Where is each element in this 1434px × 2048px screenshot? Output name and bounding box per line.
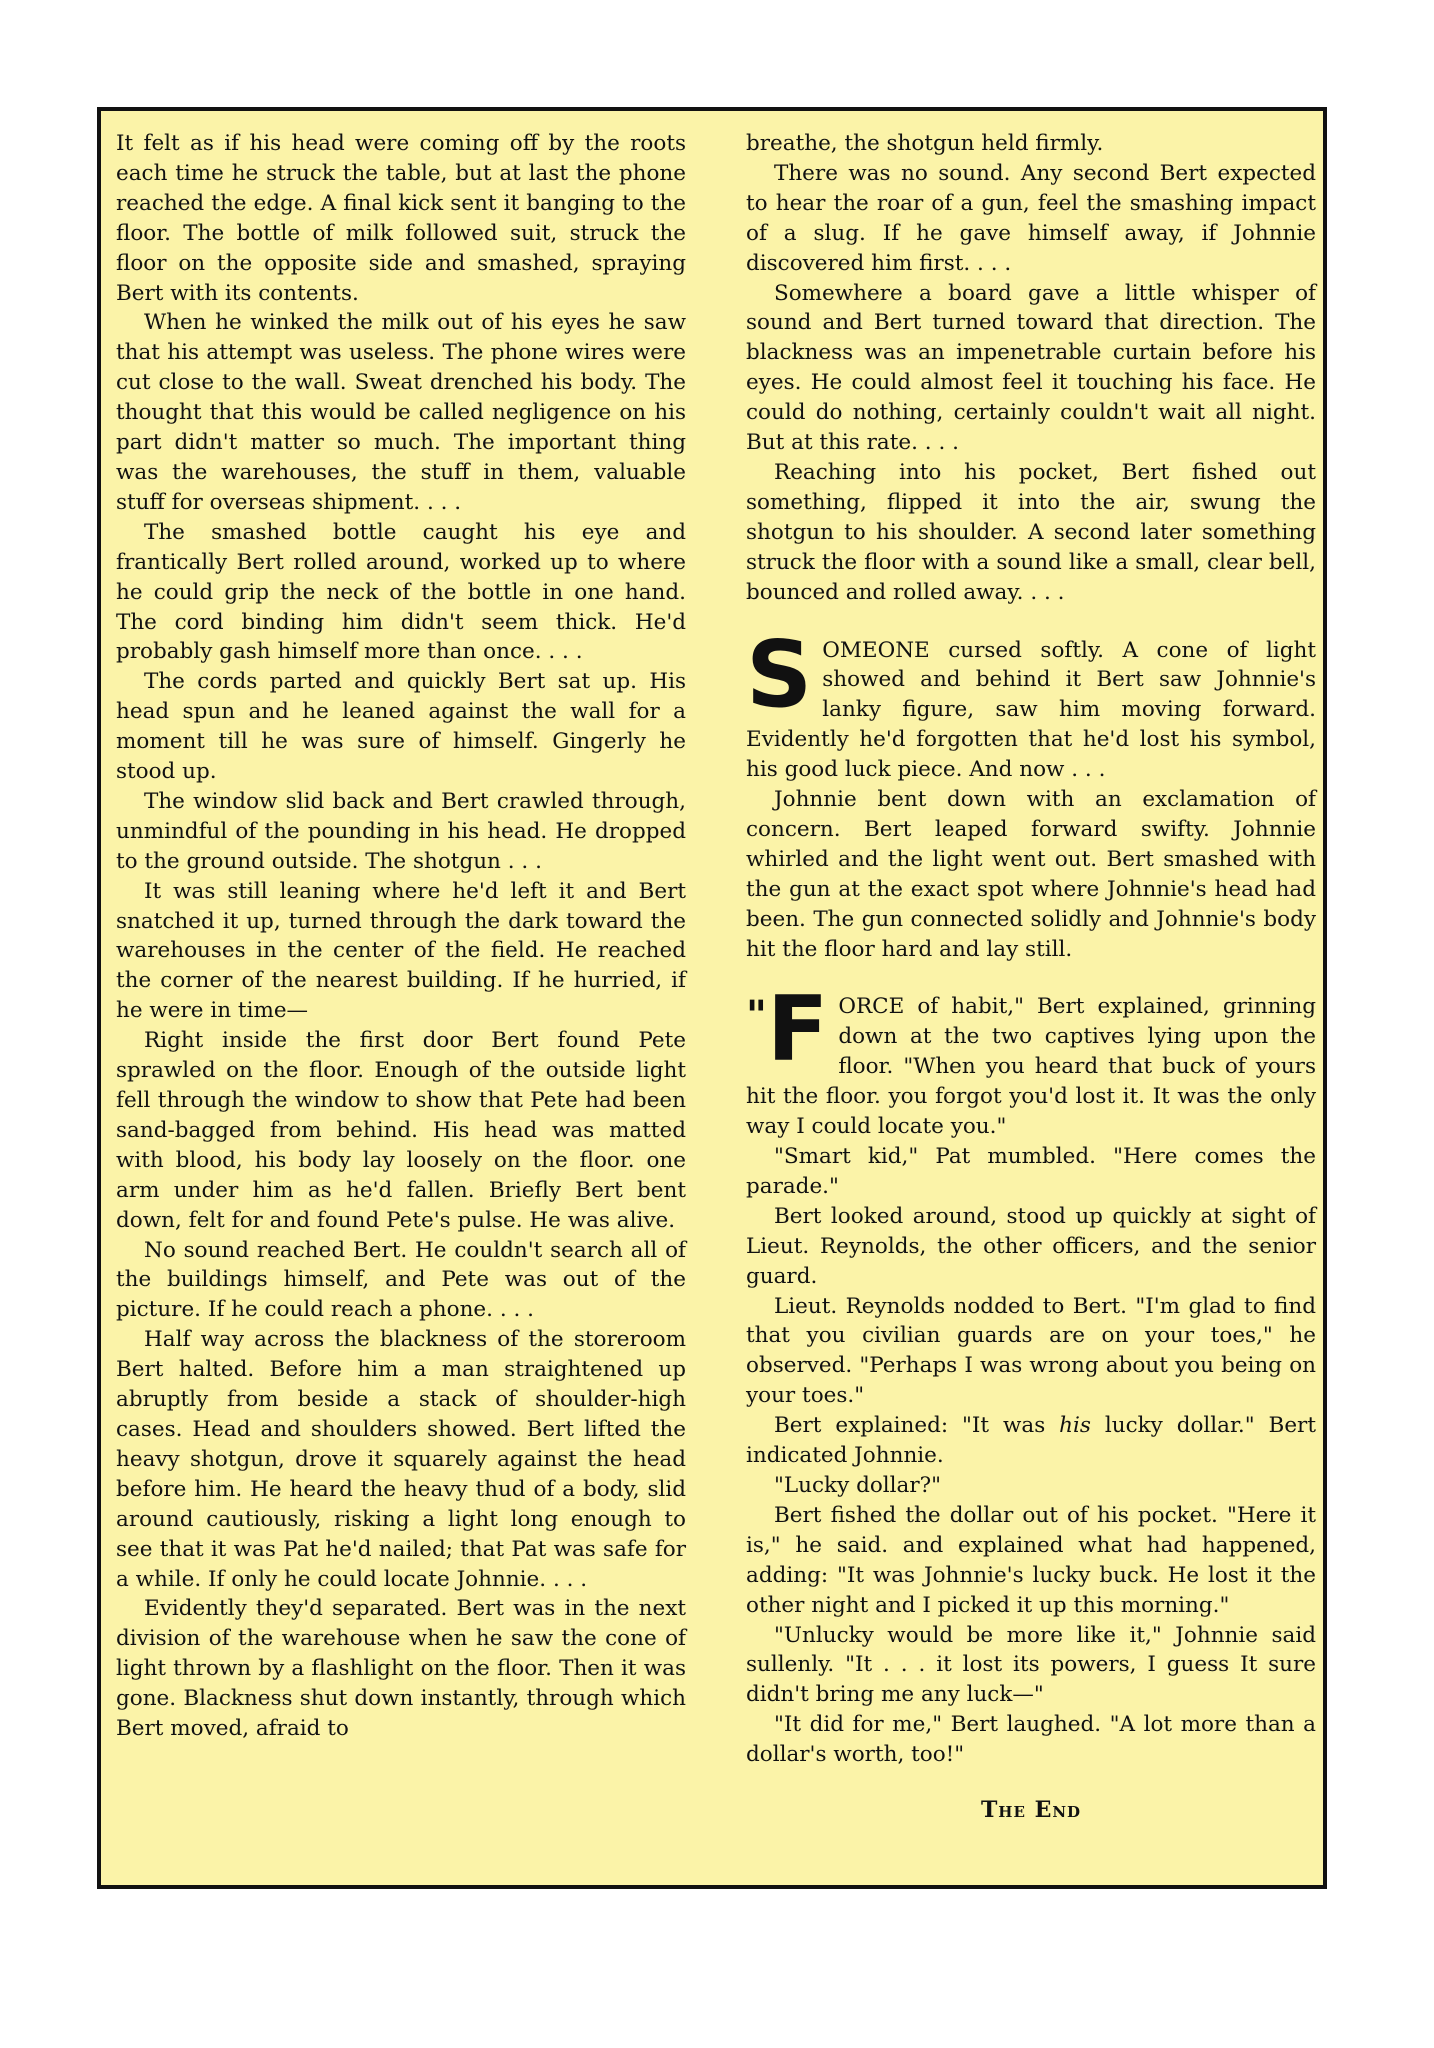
paragraph: "It did for me," Bert laughed. "A lot more than a dollar's worth, too!"	[746, 1712, 1316, 1768]
paragraph: The window slid back and Bert crawled through, unmindful of the pounding in his head. He dropped to the ground outside. The shotgun . . .	[116, 788, 686, 874]
section-two-text: OMEONE cursed softly. A cone of light showed and behind it Bert saw Johnnie's lanky figure, saw him moving forward. Evidently he'd forgotten that he'd lost his symbol, his good luck piece. And now . . .	[746, 637, 1316, 783]
paragraph: Somewhere a board gave a little whisper of sound and Bert turned toward that direction. The blackness was an impenetrable curtain before his eyes. He could almost feel it touching his face. He could do nothing, certainly couldn't wait all night. But at this rate. . . .	[746, 280, 1316, 456]
paragraph: Johnnie bent down with an exclamation of concern. Bert leaped forward swifty. Johnnie whirled and the light went out. Bert smashed with the gun at the exact spot where Johnnie's head had been. The gun connected solidly and Johnnie's body hit the floor hard and lay still.	[746, 787, 1316, 962]
right-column	[746, 129, 1316, 1826]
paragraph: There was no sound. Any second Bert expected to hear the roar of a gun, feel the smashing impact of a slug. If he gave himself away, if Johnnie discovered him first. . . .	[746, 160, 1316, 276]
paragraph: The smashed bottle caught his eye and frantically Bert rolled around, worked up to where he could grip the neck of the bottle in one hand. The cord binding him didn't seem thick. He'd probably gash himself more than once. . . .	[116, 519, 686, 665]
section-three-text: ORCE of habit," Bert explained, grinning down at the two captives lying upon the floor. "When you heard that buck of yours hit the floor. you forgot you'd lost it. It was the only way I could locate you."	[746, 994, 1316, 1140]
drop-cap-f	[746, 977, 838, 1083]
paragraph: "Unlucky would be more like it," Johnnie said sullenly. "It . . . it lost its powers, I guess It sure didn't bring me any luck—"	[746, 1622, 1316, 1708]
paragraph: Bert fished the dollar out of his pocket. "Here it is," he said. and explained what had happened, adding: "It was Johnnie's lucky buck. He lost it the other night and I picked it up this morning."	[746, 1502, 1316, 1618]
paragraph: When he winked the milk out of his eyes he saw that his attempt was useless. The phone wires were cut close to the wall. Sweat drenched his body. The thought that this would be called negligence on his part didn't matter so much. The important thing was the warehouses, the stuff in them, valuable stuff for overseas shipment. . . .	[116, 310, 686, 515]
paragraph: The cords parted and quickly Bert sat up. His head spun and he leaned against the wall for a moment till he was sure of himself. Gingerly he stood up.	[116, 669, 686, 785]
left-column	[116, 129, 686, 1744]
story-page	[97, 107, 1327, 1889]
paragraph: Half way across the blackness of the storeroom Bert halted. Before him a man straightened up abruptly from beside a stack of shoulder-high cases. Head and shoulders showed. Bert lifted the heavy shotgun, drove it squarely against the head before him. He heard the heavy thud of a body, slid around cautiously, risking a light long enough to see that it was Pat he'd nailed; that Pat was safe for a while. If only he could locate Johnnie. . . .	[116, 1327, 686, 1592]
paragraph: No sound reached Bert. He couldn't search all of the buildings himself, and Pete was out of the picture. If he could reach a phone. . . .	[116, 1237, 686, 1323]
emphasis-text: his	[1059, 1413, 1091, 1439]
paragraph: Reaching into his pocket, Bert fished out something, flipped it into the air, swung the shotgun to his shoulder. A second later something struck the floor with a sound like a small, clear bell, bounced and rolled away. . . .	[746, 459, 1316, 605]
text-run: lucky dollar." Bert indicated Johnnie.	[746, 1413, 1316, 1469]
section-three-opening	[746, 977, 1316, 1142]
paragraph: "Smart kid," Pat mumbled. "Here comes the parade."	[746, 1144, 1316, 1199]
opening-quote-mark: "	[746, 993, 767, 1040]
paragraph: breathe, the shotgun held firmly.	[746, 131, 1104, 156]
section-two-opening	[746, 620, 1316, 786]
the-end-label: The End	[980, 1797, 1082, 1824]
paragraph: Evidently they'd separated. Bert was in the next division of the warehouse when he saw the cone of light thrown by a flashlight on the floor. Then it was gone. Blackness shut down instantly, through which Bert moved, afraid to	[116, 1596, 686, 1742]
text-run: Bert explained: "It was	[774, 1413, 1060, 1439]
paragraph: Lieut. Reynolds nodded to Bert. "I'm glad to find that you civilian guards are on your toes," he observed. "Perhaps I was wrong about you being on your toes."	[746, 1293, 1316, 1409]
paragraph: "Lucky dollar?"	[774, 1472, 942, 1498]
drop-cap-letter: F	[766, 977, 829, 1083]
paragraph: Right inside the first door Bert found Pete sprawled on the floor. Enough of the outside light fell through the window to show that Pete had been sand-bagged from behind. His head was matted with blood, his body lay loosely on the floor. one arm under him as he'd fallen. Briefly Bert bent down, felt for and found Pete's pulse. He was alive.	[116, 1028, 686, 1233]
drop-cap-s: S	[746, 620, 813, 728]
paragraph: It felt as if his head were coming off by the roots each time he struck the table, but at last the phone reached the edge. A final kick sent it banging to the floor. The bottle of milk followed suit, struck the floor on the opposite side and smashed, spraying Bert with its contents.	[116, 131, 686, 306]
paragraph: It was still leaning where he'd left it and Bert snatched it up, turned through the dark toward the warehouses in the center of the field. He reached the corner of the nearest building. If he hurried, if he were in time—	[116, 878, 686, 1024]
paragraph: Bert looked around, stood up quickly at sight of Lieut. Reynolds, the other officers, and the senior guard.	[746, 1203, 1316, 1289]
paragraph	[746, 1411, 1316, 1471]
